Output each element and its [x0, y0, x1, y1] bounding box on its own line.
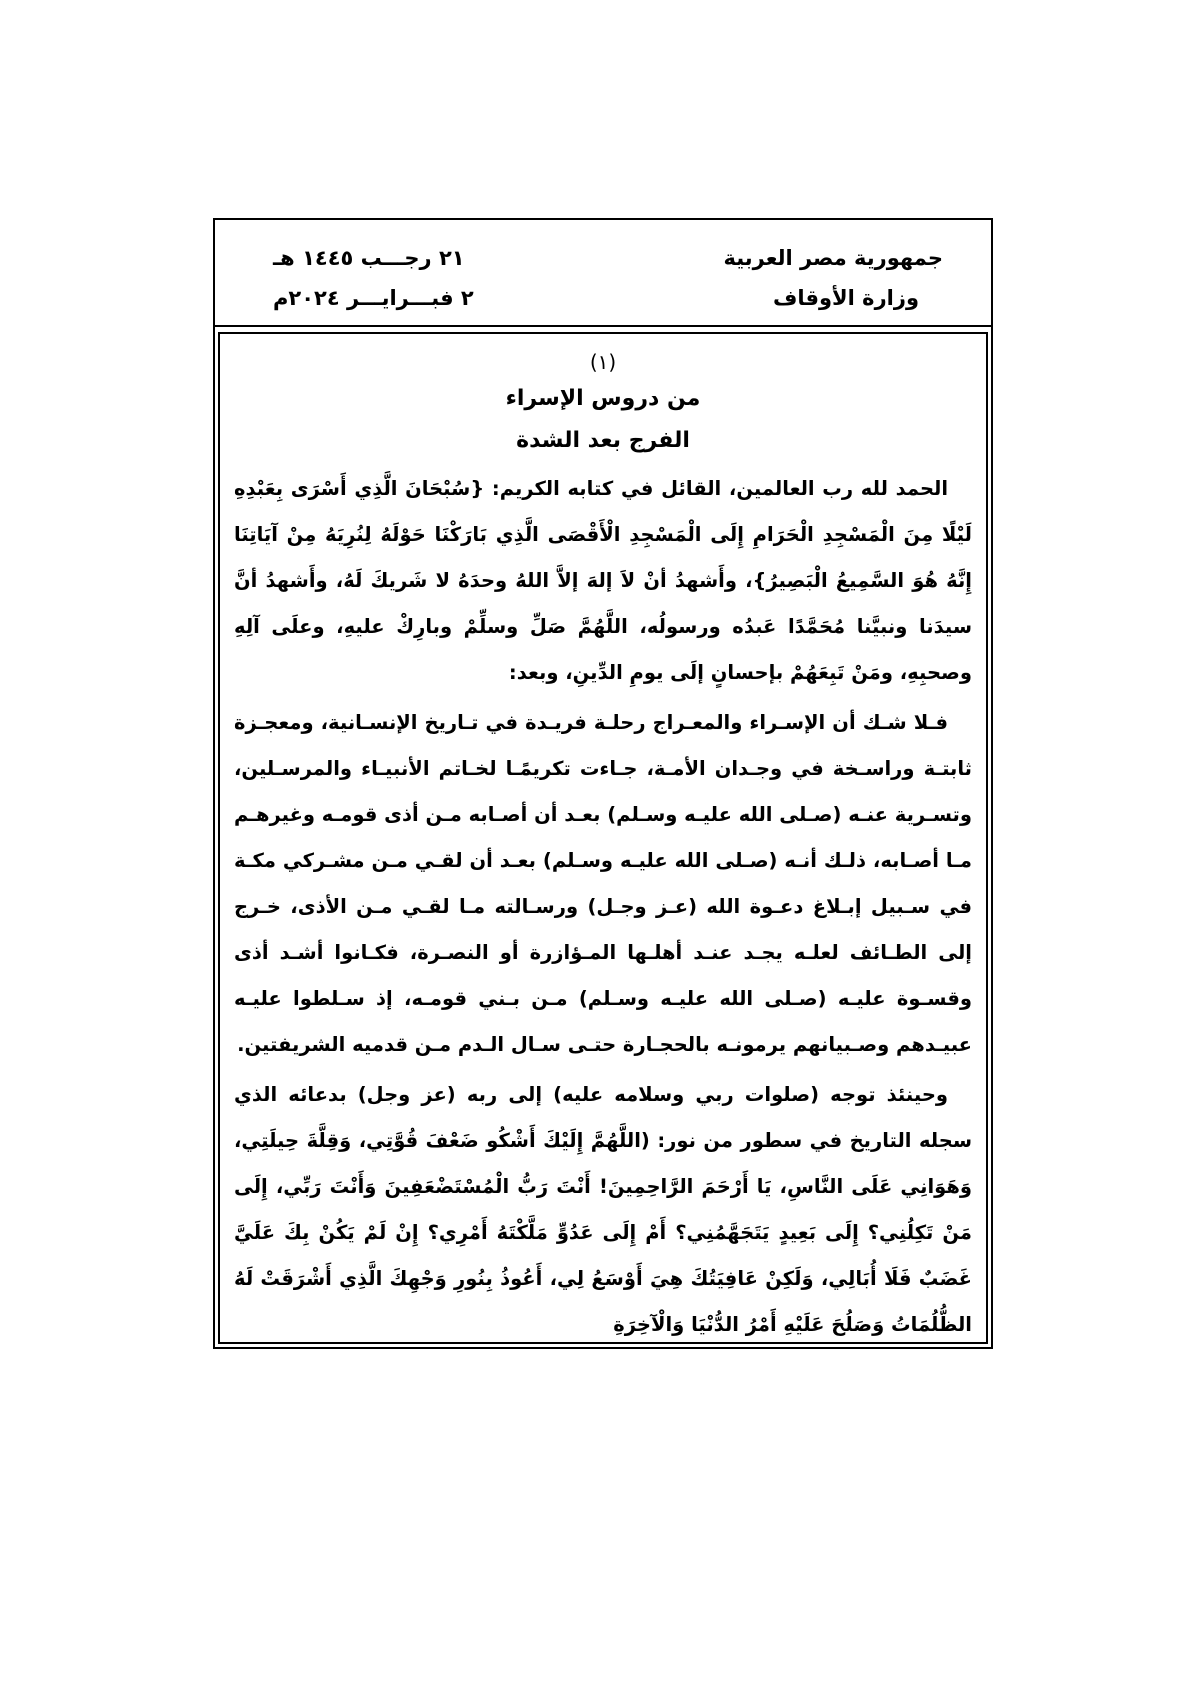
page-frame	[213, 218, 993, 1349]
hijri-date: ٢١ رجـــب ١٤٤٥ هـ	[273, 246, 465, 270]
paragraph-intro: الحمد لله رب العالمين، القائل في كتابه الكريم: {سُبْحَانَ الَّذِي أَسْرَى بِعَبْدِهِ لَيْلًا مِنَ الْمَسْجِدِ الْحَرَامِ إِلَى الْمَسْجِدِ الْأَقْصَى الَّذِي بَارَكْنَا حَوْلَهُ لِنُرِيَهُ مِنْ آيَاتِنَا إِنَّهُ هُوَ السَّمِيعُ الْبَصِيرُ}، وأَشهدُ أنْ لاَ إلهَ إلاَّ اللهُ وحدَهُ لا شَريكَ لَهُ، وأَشهدُ أنَّ سيدَنا ونبيَّنا مُحَمَّدًا عَبدُه ورسولُه، اللَّهُمَّ صَلِّ وسلِّمْ وبارِكْ عليهِ، وعلَى آلِهِ وصحبِهِ، ومَنْ تَبِعَهُمْ بإحسانٍ إلَى يومِ الدِّينِ، وبعد:	[234, 477, 972, 684]
article-content	[234, 346, 972, 1348]
paragraph-body: فـلا شـك أن الإسـراء والمعـراج رحلـة فريـدة في تـاريخ الإنسـانية، ومعجـزة ثابتـة وراسـخة في وجـدان الأمـة، جـاءت تكريمًـا لخـاتم الأنبيـاء والمرسـلين، وتسـرية عنـه (صـلى الله عليـه وسـلم) بعـد أن أصـابه مـن أذى قومـه وغيرهـم مـا أصـابه، ذلـك أنـه (صـلى الله عليـه وسـلم) بعـد أن لقـي مـن مشـركي مكـة في سـبيل إبـلاغ دعـوة الله (عـز وجـل) ورسـالته مـا لقـي مـن الأذى، خـرج إلى الطـائف لعلـه يجـد عنـد أهلـها المـؤازرة أو النصـرة، فكـانوا أشـد أذى وقسـوة عليـه (صـلى الله عليـه وسـلم) مـن بـني قومـه، إذ سـلطوا عليـه عبيـدهم وصـبيانهم يرمونـه بالحجـارة حتـى سـال الـدم مـن قدميه الشريفتين.	[234, 711, 972, 1056]
article-subtitle: الفرج بعد الشدة	[516, 428, 690, 453]
article-box	[218, 332, 988, 1344]
date-block	[273, 238, 474, 318]
document-header	[215, 220, 991, 327]
article-title: من دروس الإسراء	[505, 386, 701, 411]
ministry-name: وزارة الأوقاف	[772, 286, 919, 310]
country-name: جمهورية مصر العربية	[723, 246, 943, 270]
paragraph-dua: وحينئذ توجه (صلوات ربي وسلامه عليه) إلى ربه (عز وجل) بدعائه الذي سجله التاريخ في سطور من نور: (اللَّهُمَّ إِلَيْكَ أَشْكُو ضَعْفَ قُوَّتِي، وَقِلَّةَ حِيلَتِي، وَهَوَانِي عَلَى النَّاسِ، يَا أَرْحَمَ الرَّاحِمِينَ! أَنْتَ رَبُّ الْمُسْتَضْعَفِينَ وَأَنْتَ رَبِّي، إِلَى مَنْ تَكِلُنِي؟ إِلَى بَعِيدٍ يَتَجَهَّمُنِي؟ أَمْ إِلَى عَدُوٍّ مَلَّكْتَهُ أَمْرِي؟ إِنْ لَمْ يَكُنْ بِكَ عَلَيَّ غَضَبٌ فَلَا أُبَالِي، وَلَكِنْ عَافِيَتُكَ هِيَ أَوْسَعُ لِي، أَعُوذُ بِنُورِ وَجْهِكَ الَّذِي أَشْرَقَتْ لَهُ الظُّلُمَاتُ وَصَلُحَ عَلَيْهِ أَمْرُ الدُّنْيَا وَالْآخِرَةِ	[234, 1083, 972, 1336]
gregorian-date: ٢ فبـــرايـــر ٢٠٢٤م	[273, 286, 474, 310]
issuer-block	[723, 238, 943, 318]
page-number: (١)	[589, 350, 617, 374]
